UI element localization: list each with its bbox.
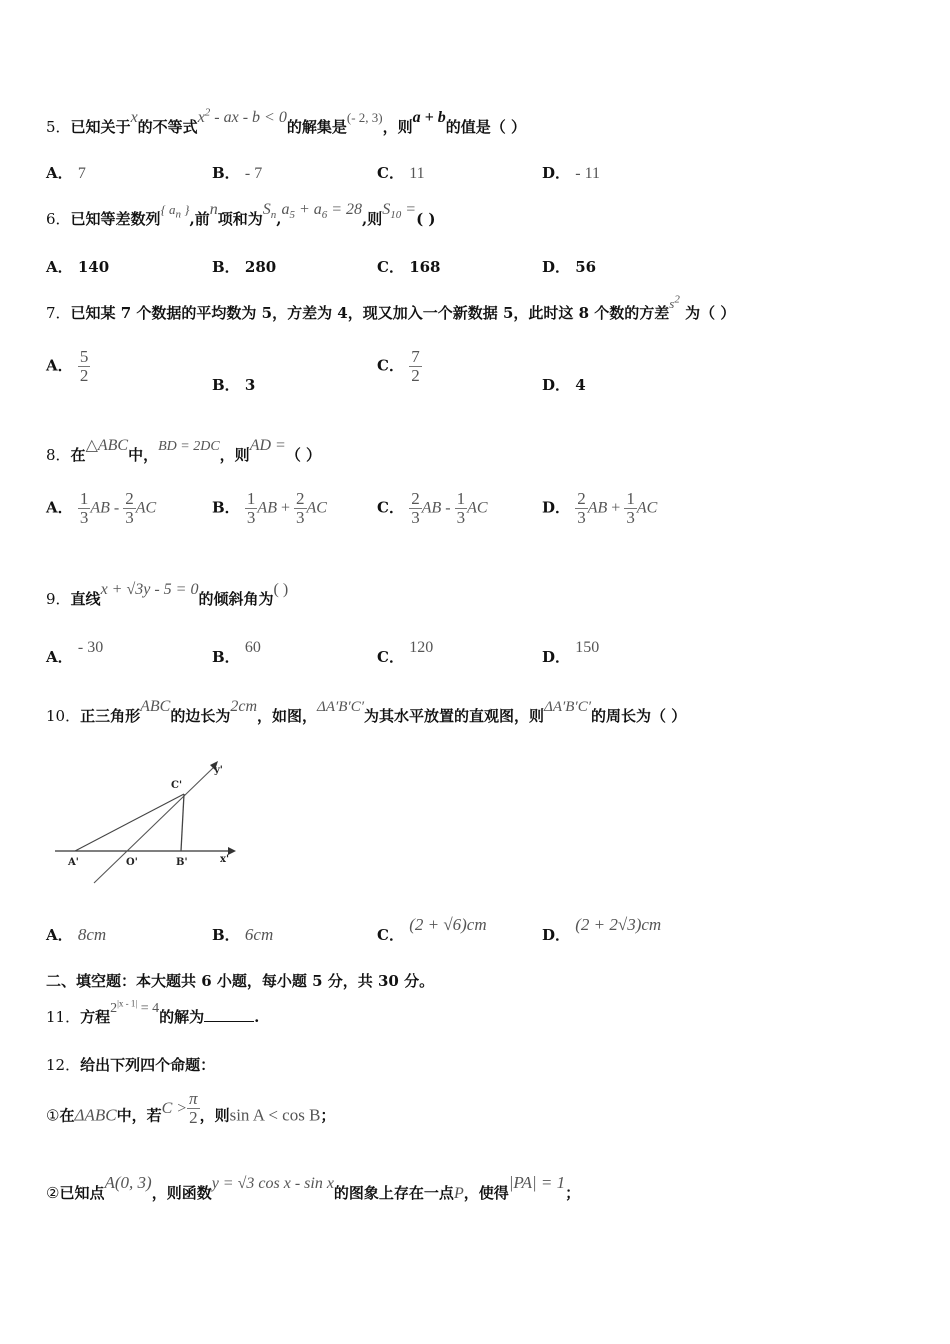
question-8-stem: 8．在△ABC中，BD = 2DC，则AD =（ ） bbox=[46, 437, 322, 464]
question-5-stem: 5．已知关于x的不等式$x^2$ - ax - b < 0的解集是(- 2, 3)，则a + b的值是（ ） bbox=[46, 106, 526, 136]
label-a: A' bbox=[68, 857, 79, 868]
section-title: 二、填空题：本大题共 6 小题，每小题 5 分，共 30 分。 bbox=[46, 972, 435, 990]
q10-option-a[interactable]: A． 8cm bbox=[46, 925, 107, 944]
q7-option-c[interactable]: C． $\frac{7}{2}$ bbox=[377, 347, 420, 385]
q6-option-c[interactable]: C． 168 bbox=[377, 258, 441, 276]
side-a-c bbox=[75, 794, 184, 851]
q8-option-d[interactable]: D． $\frac{2}{3}$ AB + $\frac{1}{3}$ AC bbox=[542, 489, 658, 527]
q9-option-c[interactable]: C． 120 bbox=[377, 639, 434, 666]
q6-option-d[interactable]: D． 56 bbox=[542, 258, 597, 276]
q6-option-a[interactable]: A． 140 bbox=[46, 258, 110, 276]
q10-option-c[interactable]: C． (2 + √6)cm bbox=[377, 915, 487, 944]
question-12-stem: 12．给出下列四个命题： bbox=[46, 1056, 216, 1074]
q7-option-d[interactable]: D． 4 bbox=[542, 376, 586, 394]
y-axis bbox=[94, 767, 214, 883]
q5-option-b[interactable]: B． - 7 bbox=[212, 164, 263, 182]
q7-option-b[interactable]: B． 3 bbox=[212, 376, 256, 394]
label-y: y' bbox=[214, 765, 223, 776]
question-10-stem: 10．正三角形ABC的边长为2cm，如图，ΔA′B′C′为其水平放置的直观图，则ΔA′B′C′的周长为（ ） bbox=[46, 698, 687, 725]
q6-option-b[interactable]: B． 280 bbox=[212, 258, 277, 276]
q7-option-a[interactable]: A． $\frac{5}{2}$ bbox=[46, 347, 89, 385]
q10-option-b[interactable]: B． 6cm bbox=[212, 925, 274, 944]
q5-option-a[interactable]: A． 7 bbox=[46, 164, 86, 182]
q8-option-b[interactable]: B． $\frac{1}{3}$ AB + $\frac{2}{3}$ AC bbox=[212, 489, 327, 527]
q8-option-c[interactable]: C． $\frac{2}{3}$ AB - $\frac{1}{3}$ AC bbox=[377, 489, 488, 527]
q10-option-d[interactable]: D． (2 + 2√3)cm bbox=[542, 915, 662, 944]
side-b-c bbox=[181, 794, 184, 851]
label-b: B' bbox=[176, 857, 188, 868]
q9-option-d[interactable]: D． 150 bbox=[542, 639, 600, 666]
q12-proposition-2: ②已知点A(0, 3)，则函数y = √3 cos x - sin x的图象上存在一点P，使得|PA| = 1； bbox=[46, 1173, 581, 1202]
label-c: C' bbox=[171, 780, 183, 791]
q10-figure bbox=[50, 755, 240, 890]
question-11-stem: 11．方程$2^{|x - 1|} = 4$的解为 . bbox=[46, 998, 260, 1026]
q9-option-a[interactable]: A． - 30 bbox=[46, 639, 104, 666]
answer-blank[interactable] bbox=[204, 1007, 254, 1022]
q9-option-b[interactable]: B． 60 bbox=[212, 639, 261, 666]
x-axis-arrow bbox=[228, 847, 236, 855]
label-x: x' bbox=[220, 854, 230, 865]
question-7-stem: 7．已知某 7 个数据的平均数为 5，方差为 4，现又加入一个新数据 5，此时这 8 个数的方差$s^2$ 为（ ） bbox=[46, 293, 736, 322]
question-9-stem: 9．直线x + √3y - 5 = 0的倾斜角为( ) bbox=[46, 581, 289, 608]
q5-option-d[interactable]: D． - 11 bbox=[542, 164, 600, 182]
q5-option-c[interactable]: C． 11 bbox=[377, 164, 425, 182]
q8-option-a[interactable]: A． $\frac{1}{3}$ AB - $\frac{2}{3}$ AC bbox=[46, 489, 157, 527]
question-6-stem: 6．已知等差数列{ $a_n$ },前n项和为$S_n,a_5 + a_6 = 28$,则$S_{10}$ =( ) bbox=[46, 201, 436, 228]
label-o: O' bbox=[126, 857, 138, 868]
q12-proposition-1: ①在ΔABC中，若C > $\frac{\pi}{2}$ ，则sin A < cos B； bbox=[46, 1089, 336, 1127]
